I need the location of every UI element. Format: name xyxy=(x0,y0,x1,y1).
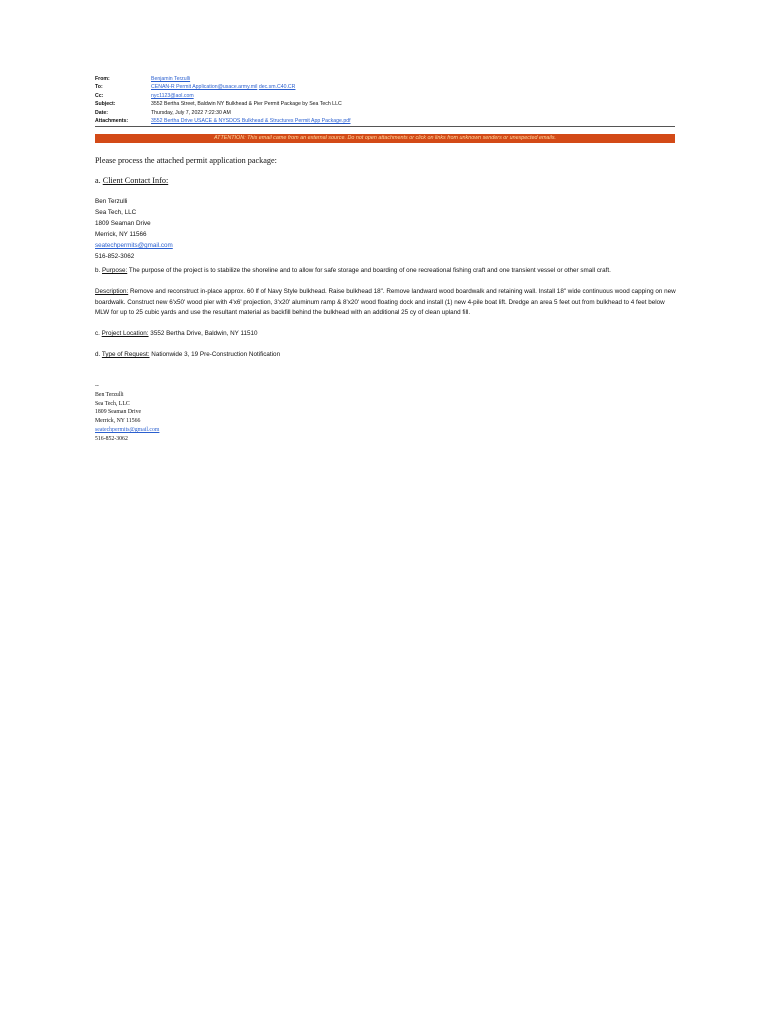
to-link-1[interactable]: CENAN-R Permit Application@usace.army.mil xyxy=(151,84,258,91)
attachment-link[interactable]: 3552 Bertha Drive USACE & NYSDOS Bulkhead & Structures Permit App Package.pdf xyxy=(151,117,351,124)
attachments-label: Attachments: xyxy=(95,117,129,124)
date-label: Date: xyxy=(95,109,108,116)
contact-city: Merrick, NY 11566 xyxy=(95,231,147,238)
purpose-title: Purpose: xyxy=(102,267,128,274)
header-divider xyxy=(95,126,675,127)
date-row xyxy=(95,109,685,117)
signature-city: Merrick, NY 11566 xyxy=(95,418,141,425)
purpose-paragraph xyxy=(95,266,680,277)
section-a-heading xyxy=(95,176,168,185)
attachments-row xyxy=(95,117,685,125)
location-title: Project Location: xyxy=(101,330,149,337)
email-header xyxy=(95,75,685,125)
contact-street: 1809 Seaman Drive xyxy=(95,220,151,227)
to-row xyxy=(95,83,685,91)
request-type-text: Nationwide 3, 19 Pre-Construction Notification xyxy=(149,351,281,358)
section-c-prefix: c. xyxy=(95,330,100,337)
request-type-title: Type of Request: xyxy=(101,351,150,358)
contact-company: Sea Tech, LLC xyxy=(95,209,137,216)
from-row xyxy=(95,75,685,83)
contact-phone: 516-852-3062 xyxy=(95,253,135,260)
signature-name: Ben Terzulli xyxy=(95,391,124,398)
intro-text: Please process the attached permit application package: xyxy=(95,156,277,165)
from-label: From: xyxy=(95,76,110,82)
request-type-paragraph xyxy=(95,350,680,361)
contact-email-link[interactable]: seatechpermits@gmail.com xyxy=(95,242,173,249)
contact-name: Ben Terzulli xyxy=(95,198,128,205)
signature-street: 1809 Seaman Drive xyxy=(95,409,142,416)
section-d-prefix: d. xyxy=(95,351,101,358)
cc-row xyxy=(95,92,685,100)
signature-phone: 516-852-3062 xyxy=(95,435,128,442)
description-paragraph xyxy=(95,287,680,319)
signature-company: Sea Tech, LLC xyxy=(95,400,130,407)
description-title: Description: xyxy=(95,288,129,295)
subject-label: Subject: xyxy=(95,101,116,108)
cc-label: Cc: xyxy=(95,92,104,99)
location-paragraph xyxy=(95,329,680,340)
signature-dashes: -- xyxy=(95,383,99,389)
section-b-prefix: b. xyxy=(95,267,101,274)
section-a-title: Client Contact Info: xyxy=(102,176,169,185)
to-label: To: xyxy=(95,84,103,91)
from-link[interactable]: Benjamin Terzulli xyxy=(151,76,191,82)
purpose-text: The purpose of the project is to stabilize the shoreline and to allow for safe storage and boarding of one recreational fishing craft and one transient vessel or other small craft. xyxy=(127,267,611,274)
description-text: Remove and reconstruct in-place approx. 60 lf of Navy Style bulkhead. Raise bulkhead 18". Remove landward wood boardwalk and retaining wall. Install 18" wide continuous wood capping on new boardwalk. Construct new 6'x50' wood pier with 4'x6' projection, 3'x20' aluminum ramp & 8'x20' wood floating dock and install (1) new 4-pile boat lift. Dredge an area 5 feet out from bulkhead to 4 feet below MLW for up to 25 cubic yards and use the resultant material as backfill behind the bulkhead with an additional 25 cy of clean upland fill. xyxy=(95,288,676,316)
date-value: Thursday, July 7, 2022 7:22:30 AM xyxy=(151,109,231,116)
subject-value: 3552 Bertha Street, Baldwin NY Bulkhead & Pier Permit Package by Sea Tech LLC xyxy=(151,101,342,108)
signature-email-link[interactable]: seatechpermits@gmail.com xyxy=(95,426,160,433)
cc-link[interactable]: nyc1123@aol.com xyxy=(151,92,194,99)
subject-row xyxy=(95,100,685,108)
external-warning-banner: ATTENTION: This email came from an external source. Do not open attachments or click on links from unknown senders or unexpected emails. xyxy=(95,134,675,143)
to-link-2[interactable]: dec.sm.C40.CR xyxy=(258,84,296,91)
location-text: 3552 Bertha Drive, Baldwin, NY 11510 xyxy=(148,330,258,337)
section-a-prefix: a. xyxy=(95,176,101,185)
client-contact-block xyxy=(95,196,173,262)
signature-block xyxy=(95,382,159,444)
